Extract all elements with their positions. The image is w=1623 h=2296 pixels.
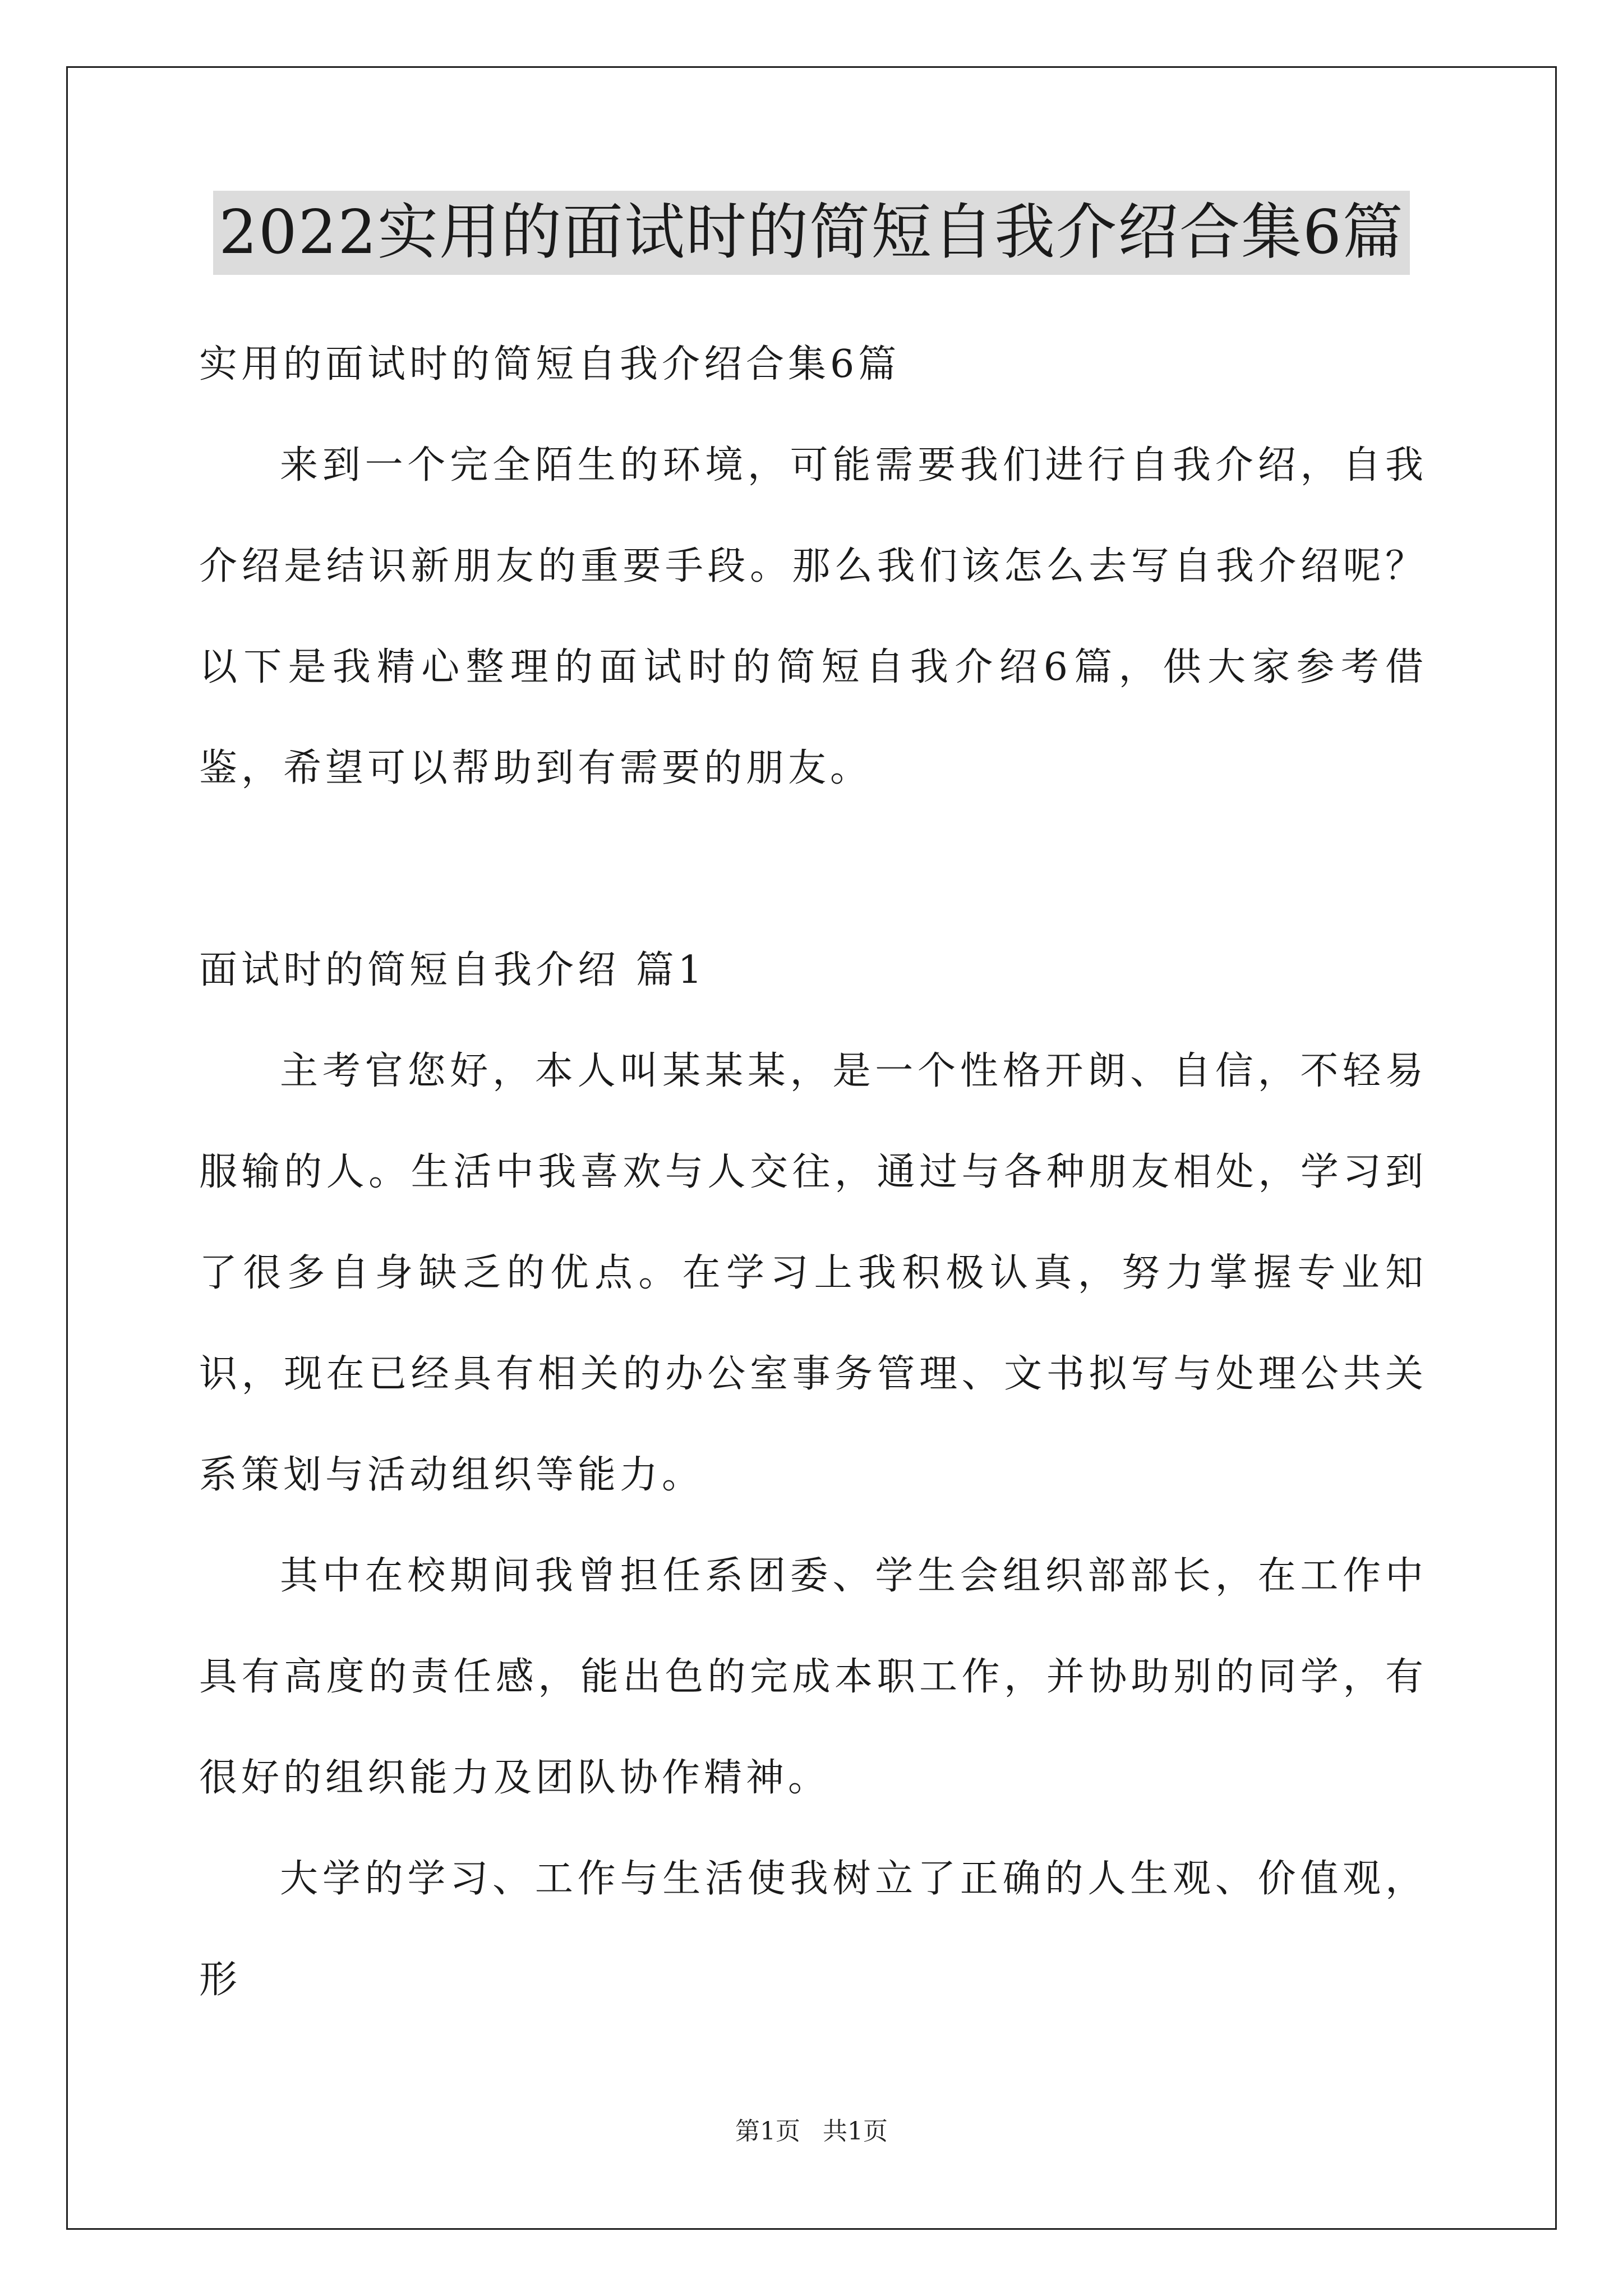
document-subtitle: 实用的面试时的简短自我介绍合集6篇	[199, 342, 901, 386]
intro-paragraph: 来到一个完全陌生的环境，可能需要我们进行自我介绍，自我介绍是结识新朋友的重要手段。那么我们该怎么去写自我介绍呢？以下是我精心整理的面试时的简短自我介绍6篇，供大家参考借鉴，希望可以帮助到有需要的朋友。	[199, 443, 1427, 790]
body-paragraph: 其中在校期间我曾担任系团委、学生会组织部部长，在工作中具有高度的责任感，能出色的完成本职工作，并协助别的同学，有很好的组织能力及团队协作精神。	[199, 1554, 1427, 1800]
document-body	[199, 314, 1427, 2031]
spacer	[199, 819, 1427, 920]
body-paragraph: 大学的学习、工作与生活使我树立了正确的人生观、价值观，形	[199, 1857, 1427, 2002]
page-footer	[66, 2115, 1557, 2148]
page-number: 第1页	[735, 2117, 800, 2146]
title-container	[66, 191, 1557, 275]
document-title: 2022实用的面试时的简短自我介绍合集6篇	[213, 191, 1410, 275]
section-heading: 面试时的简短自我介绍 篇1	[199, 948, 706, 992]
page-count: 共1页	[823, 2117, 888, 2146]
body-paragraph: 主考官您好，本人叫某某某，是一个性格开朗、自信，不轻易服输的人。生活中我喜欢与人交往，通过与各种朋友相处，学习到了很多自身缺乏的优点。在学习上我积极认真，努力掌握专业知识，现在已经具有相关的办公室事务管理、文书拟写与处理公共关系策划与活动组织等能力。	[199, 1049, 1427, 1497]
